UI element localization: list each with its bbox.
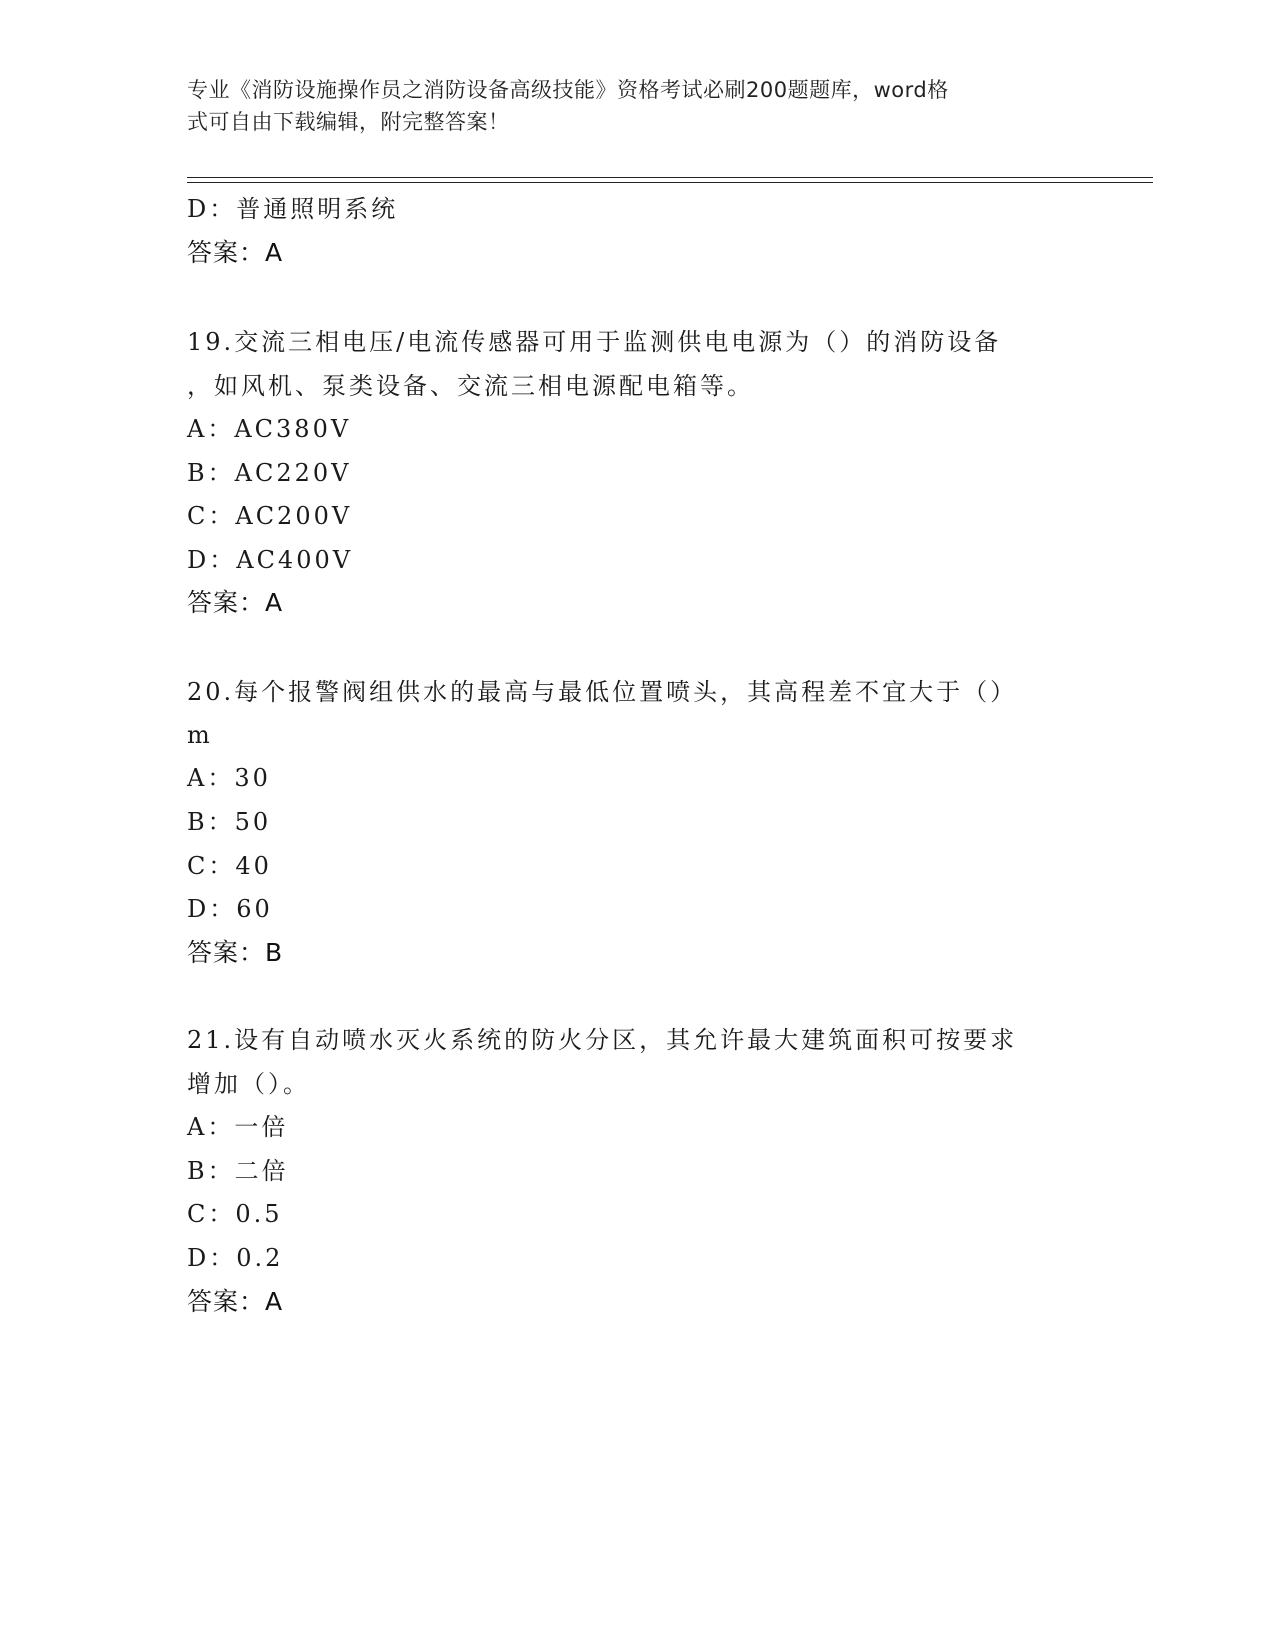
question-answer: 答案：A <box>187 1287 284 1316</box>
option-c: C：0.5 <box>187 1200 283 1228</box>
option-b: B：50 <box>187 808 272 836</box>
header-divider-bottom <box>187 182 1153 183</box>
question-stem-line-1: 19.交流三相电压/电流传感器可用于监测供电电源为（）的消防设备 <box>187 328 1002 356</box>
option-b: B：AC220V <box>187 459 352 487</box>
prev-question-option-d: D：普通照明系统 <box>187 195 399 223</box>
option-b: B：二倍 <box>187 1157 289 1185</box>
option-d: D：AC400V <box>187 546 354 574</box>
option-a: A：30 <box>187 764 271 792</box>
header-line-1: 专业《消防设施操作员之消防设备高级技能》资格考试必刷200题题库，word格 <box>187 78 949 102</box>
question-stem-line-1: 20.每个报警阀组供水的最高与最低位置喷头，其高程差不宜大于（） <box>187 678 1018 706</box>
document-header <box>187 74 1067 138</box>
header-divider-top <box>187 177 1153 178</box>
question-stem-line-2: m <box>187 721 213 749</box>
option-a: A：AC380V <box>187 415 352 443</box>
option-c: C：AC200V <box>187 502 353 530</box>
prev-question-answer: 答案：A <box>187 238 284 267</box>
option-d: D：0.2 <box>187 1244 284 1272</box>
question-stem-line-2: 增加（）。 <box>187 1070 310 1098</box>
option-d: D：60 <box>187 895 273 923</box>
question-answer: 答案：A <box>187 588 284 617</box>
question-stem-line-1: 21.设有自动喷水灭火系统的防火分区，其允许最大建筑面积可按要求 <box>187 1026 1018 1054</box>
option-c: C：40 <box>187 852 272 880</box>
option-a: A：一倍 <box>187 1113 289 1141</box>
question-answer: 答案：B <box>187 938 284 967</box>
question-stem-line-2: ，如风机、泵类设备、交流三相电源配电箱等。 <box>187 372 754 400</box>
header-line-2: 式可自由下载编辑，附完整答案！ <box>187 110 510 134</box>
